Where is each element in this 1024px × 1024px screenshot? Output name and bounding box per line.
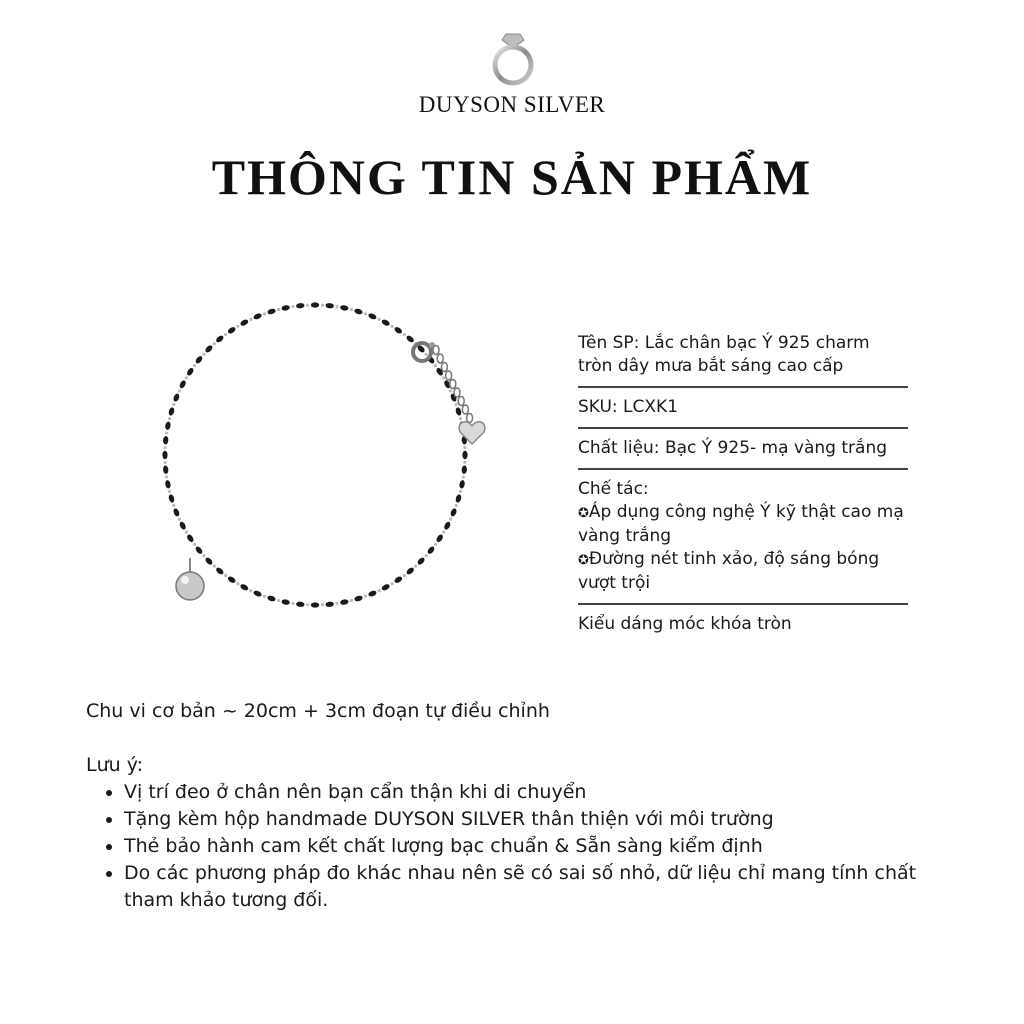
chain-bead xyxy=(239,318,249,327)
chain-link xyxy=(263,595,266,598)
chain-bead xyxy=(178,521,187,531)
chain-link xyxy=(172,504,175,507)
notes-section xyxy=(86,752,946,914)
chain-link xyxy=(449,518,452,521)
chain-link xyxy=(306,603,309,606)
chain-bead xyxy=(405,334,415,343)
chain-bead xyxy=(443,521,452,531)
chain-bead xyxy=(426,545,435,555)
chain-link xyxy=(178,518,181,521)
chain-link xyxy=(202,353,205,356)
list-item: • Tặng kèm hộp handmade DUYSON SILVER thân thiện với môi trường xyxy=(124,806,946,833)
chain-link xyxy=(434,364,437,367)
chain-bead xyxy=(311,602,319,607)
chain-bead xyxy=(215,334,225,343)
chain-link xyxy=(172,403,175,406)
chain-bead xyxy=(239,583,249,592)
chain-bead xyxy=(381,583,391,592)
chain-link xyxy=(164,461,167,464)
chain-bead xyxy=(325,303,334,309)
chain-link xyxy=(414,565,417,568)
chain-bead xyxy=(405,566,415,575)
craft-item: ✪Áp dụng công nghệ Ý kỹ thật cao mạ vàng trắng xyxy=(578,502,904,546)
chain-link xyxy=(391,325,394,328)
ring-logo-icon xyxy=(488,30,538,86)
star-circle-icon: ✪ xyxy=(578,553,589,568)
product-sku: SKU: LCXK1 xyxy=(578,396,908,429)
chain-bead xyxy=(253,590,263,598)
chain-link xyxy=(291,602,294,605)
chain-bead xyxy=(393,575,403,584)
star-circle-icon: ✪ xyxy=(578,506,589,521)
extender-link xyxy=(433,346,439,355)
chain-bead xyxy=(368,590,378,598)
chain-link xyxy=(449,389,452,392)
chain-link xyxy=(168,417,171,420)
chain-bead xyxy=(459,480,466,489)
product-info-panel xyxy=(578,332,908,652)
chain-link xyxy=(277,599,280,602)
chain-bead xyxy=(296,303,305,309)
chain-link xyxy=(224,333,227,336)
chain-link xyxy=(185,376,188,379)
extender-link xyxy=(446,371,452,380)
chain-link xyxy=(321,603,324,606)
chain-link xyxy=(249,318,252,321)
notes-label: Lưu ý: xyxy=(86,754,143,776)
chain-bead xyxy=(172,393,180,403)
extender-link xyxy=(441,363,447,372)
chain-bead xyxy=(194,545,203,555)
chain-bead xyxy=(204,556,214,566)
chain-link xyxy=(164,446,167,449)
chain-link xyxy=(463,461,466,464)
chain-link xyxy=(291,305,294,308)
chain-link xyxy=(213,342,216,345)
chain-bead xyxy=(281,599,290,606)
chain-bead xyxy=(168,407,175,417)
chain-bead xyxy=(340,305,349,312)
page-title: THÔNG TIN SẢN PHẨM xyxy=(211,149,813,205)
chain-link xyxy=(378,589,381,592)
chain-bead xyxy=(165,480,172,489)
product-craft xyxy=(578,478,908,605)
chain-bead xyxy=(163,465,169,474)
extender-link xyxy=(437,354,443,363)
chain-bead xyxy=(227,326,237,335)
chain-bead xyxy=(381,318,391,327)
chain-link xyxy=(350,599,353,602)
chain-bead xyxy=(368,312,378,320)
chain-link xyxy=(391,582,394,585)
chain-bead xyxy=(296,601,305,607)
chain-link xyxy=(335,602,338,605)
chain-bead xyxy=(267,308,277,315)
extender-link xyxy=(467,414,473,423)
list-item: • Thẻ bảo hành cam kết chất lượng bạc chuẩn & Sẵn sàng kiểm định xyxy=(124,833,946,860)
chain-link xyxy=(425,554,428,557)
chain-bead xyxy=(325,601,334,607)
chain-link xyxy=(202,554,205,557)
chain-bead xyxy=(354,595,364,602)
chain-bead xyxy=(455,494,462,504)
chain-link xyxy=(165,475,168,478)
chain-bead xyxy=(186,367,195,377)
chain-bead xyxy=(194,355,203,365)
chain-bead xyxy=(354,308,364,315)
chain-bead xyxy=(172,508,180,518)
brand-name: DUYSON SILVER xyxy=(418,92,606,117)
chain-link xyxy=(165,431,168,434)
chain-bead xyxy=(178,379,187,389)
craft-item: ✪Đường nét tinh xảo, độ sáng bóng vượt trội xyxy=(578,549,880,593)
chain-bead xyxy=(204,344,214,354)
chain-bead xyxy=(340,599,349,606)
chain-bead xyxy=(162,451,167,459)
extender-link xyxy=(458,397,464,406)
chain-link xyxy=(350,308,353,311)
chain-link xyxy=(178,389,181,392)
chain-link xyxy=(236,582,239,585)
chain-link xyxy=(193,543,196,546)
chain-link xyxy=(425,353,428,356)
chain-bead xyxy=(168,494,175,504)
extender-link xyxy=(454,388,460,397)
chain-link xyxy=(434,543,437,546)
size-info: Chu vi cơ bản ~ 20cm + 3cm đoạn tự điều chỉnh xyxy=(86,700,550,722)
chain-link xyxy=(321,304,324,307)
chain-link xyxy=(168,490,171,493)
chain-bead xyxy=(281,305,290,312)
chain-bead xyxy=(455,407,462,417)
chain-link xyxy=(306,304,309,307)
chain-link xyxy=(263,312,266,315)
chain-bead xyxy=(393,326,403,335)
chain-bead xyxy=(253,312,263,320)
chain-link xyxy=(463,446,466,449)
chain-link xyxy=(193,364,196,367)
chain-link xyxy=(185,531,188,534)
chain-link xyxy=(213,565,216,568)
chain-link xyxy=(459,490,462,493)
product-material: Chất liệu: Bạc Ý 925- mạ vàng trắng xyxy=(578,437,908,470)
product-name: Tên SP: Lắc chân bạc Ý 925 charm tròn dây mưa bắt sáng cao cấp xyxy=(578,332,908,388)
chain-bead xyxy=(165,421,172,430)
chain-bead xyxy=(267,595,277,602)
extender-link xyxy=(450,380,456,389)
list-item: • Do các phương pháp đo khác nhau nên sẽ có sai số nhỏ, dữ liệu chỉ mang tính chất tham khảo tương đối. xyxy=(124,860,946,914)
chain-link xyxy=(455,504,458,507)
chain-link xyxy=(442,531,445,534)
list-item: • Vị trí đeo ở chân nên bạn cẩn thận khi di chuyển xyxy=(124,779,946,806)
product-style: Kiểu dáng móc khóa tròn xyxy=(578,614,792,634)
chain-bead xyxy=(461,465,467,474)
chain-bead xyxy=(450,508,458,518)
extender-link xyxy=(462,405,468,414)
chain-link xyxy=(236,325,239,328)
chain-link xyxy=(403,333,406,336)
chain-link xyxy=(378,318,381,321)
chain-link xyxy=(364,312,367,315)
chain-link xyxy=(442,376,445,379)
chain-link xyxy=(403,574,406,577)
anklet-product-image xyxy=(140,290,510,630)
chain-bead xyxy=(163,436,169,445)
chain-bead xyxy=(186,533,195,543)
chain-link xyxy=(462,475,465,478)
chain-bead xyxy=(416,556,426,566)
chain-link xyxy=(224,574,227,577)
chain-link xyxy=(277,308,280,311)
chain-bead xyxy=(227,575,237,584)
craft-label: Chế tác: xyxy=(578,479,649,499)
notes-list xyxy=(86,779,946,914)
chain-bead xyxy=(215,566,225,575)
chain-bead xyxy=(462,451,467,459)
chain-link xyxy=(249,589,252,592)
chain-link xyxy=(459,417,462,420)
chain-link xyxy=(335,305,338,308)
chain-bead xyxy=(311,302,319,307)
chain-bead xyxy=(435,533,444,543)
chain-link xyxy=(364,595,367,598)
chain-link xyxy=(455,403,458,406)
